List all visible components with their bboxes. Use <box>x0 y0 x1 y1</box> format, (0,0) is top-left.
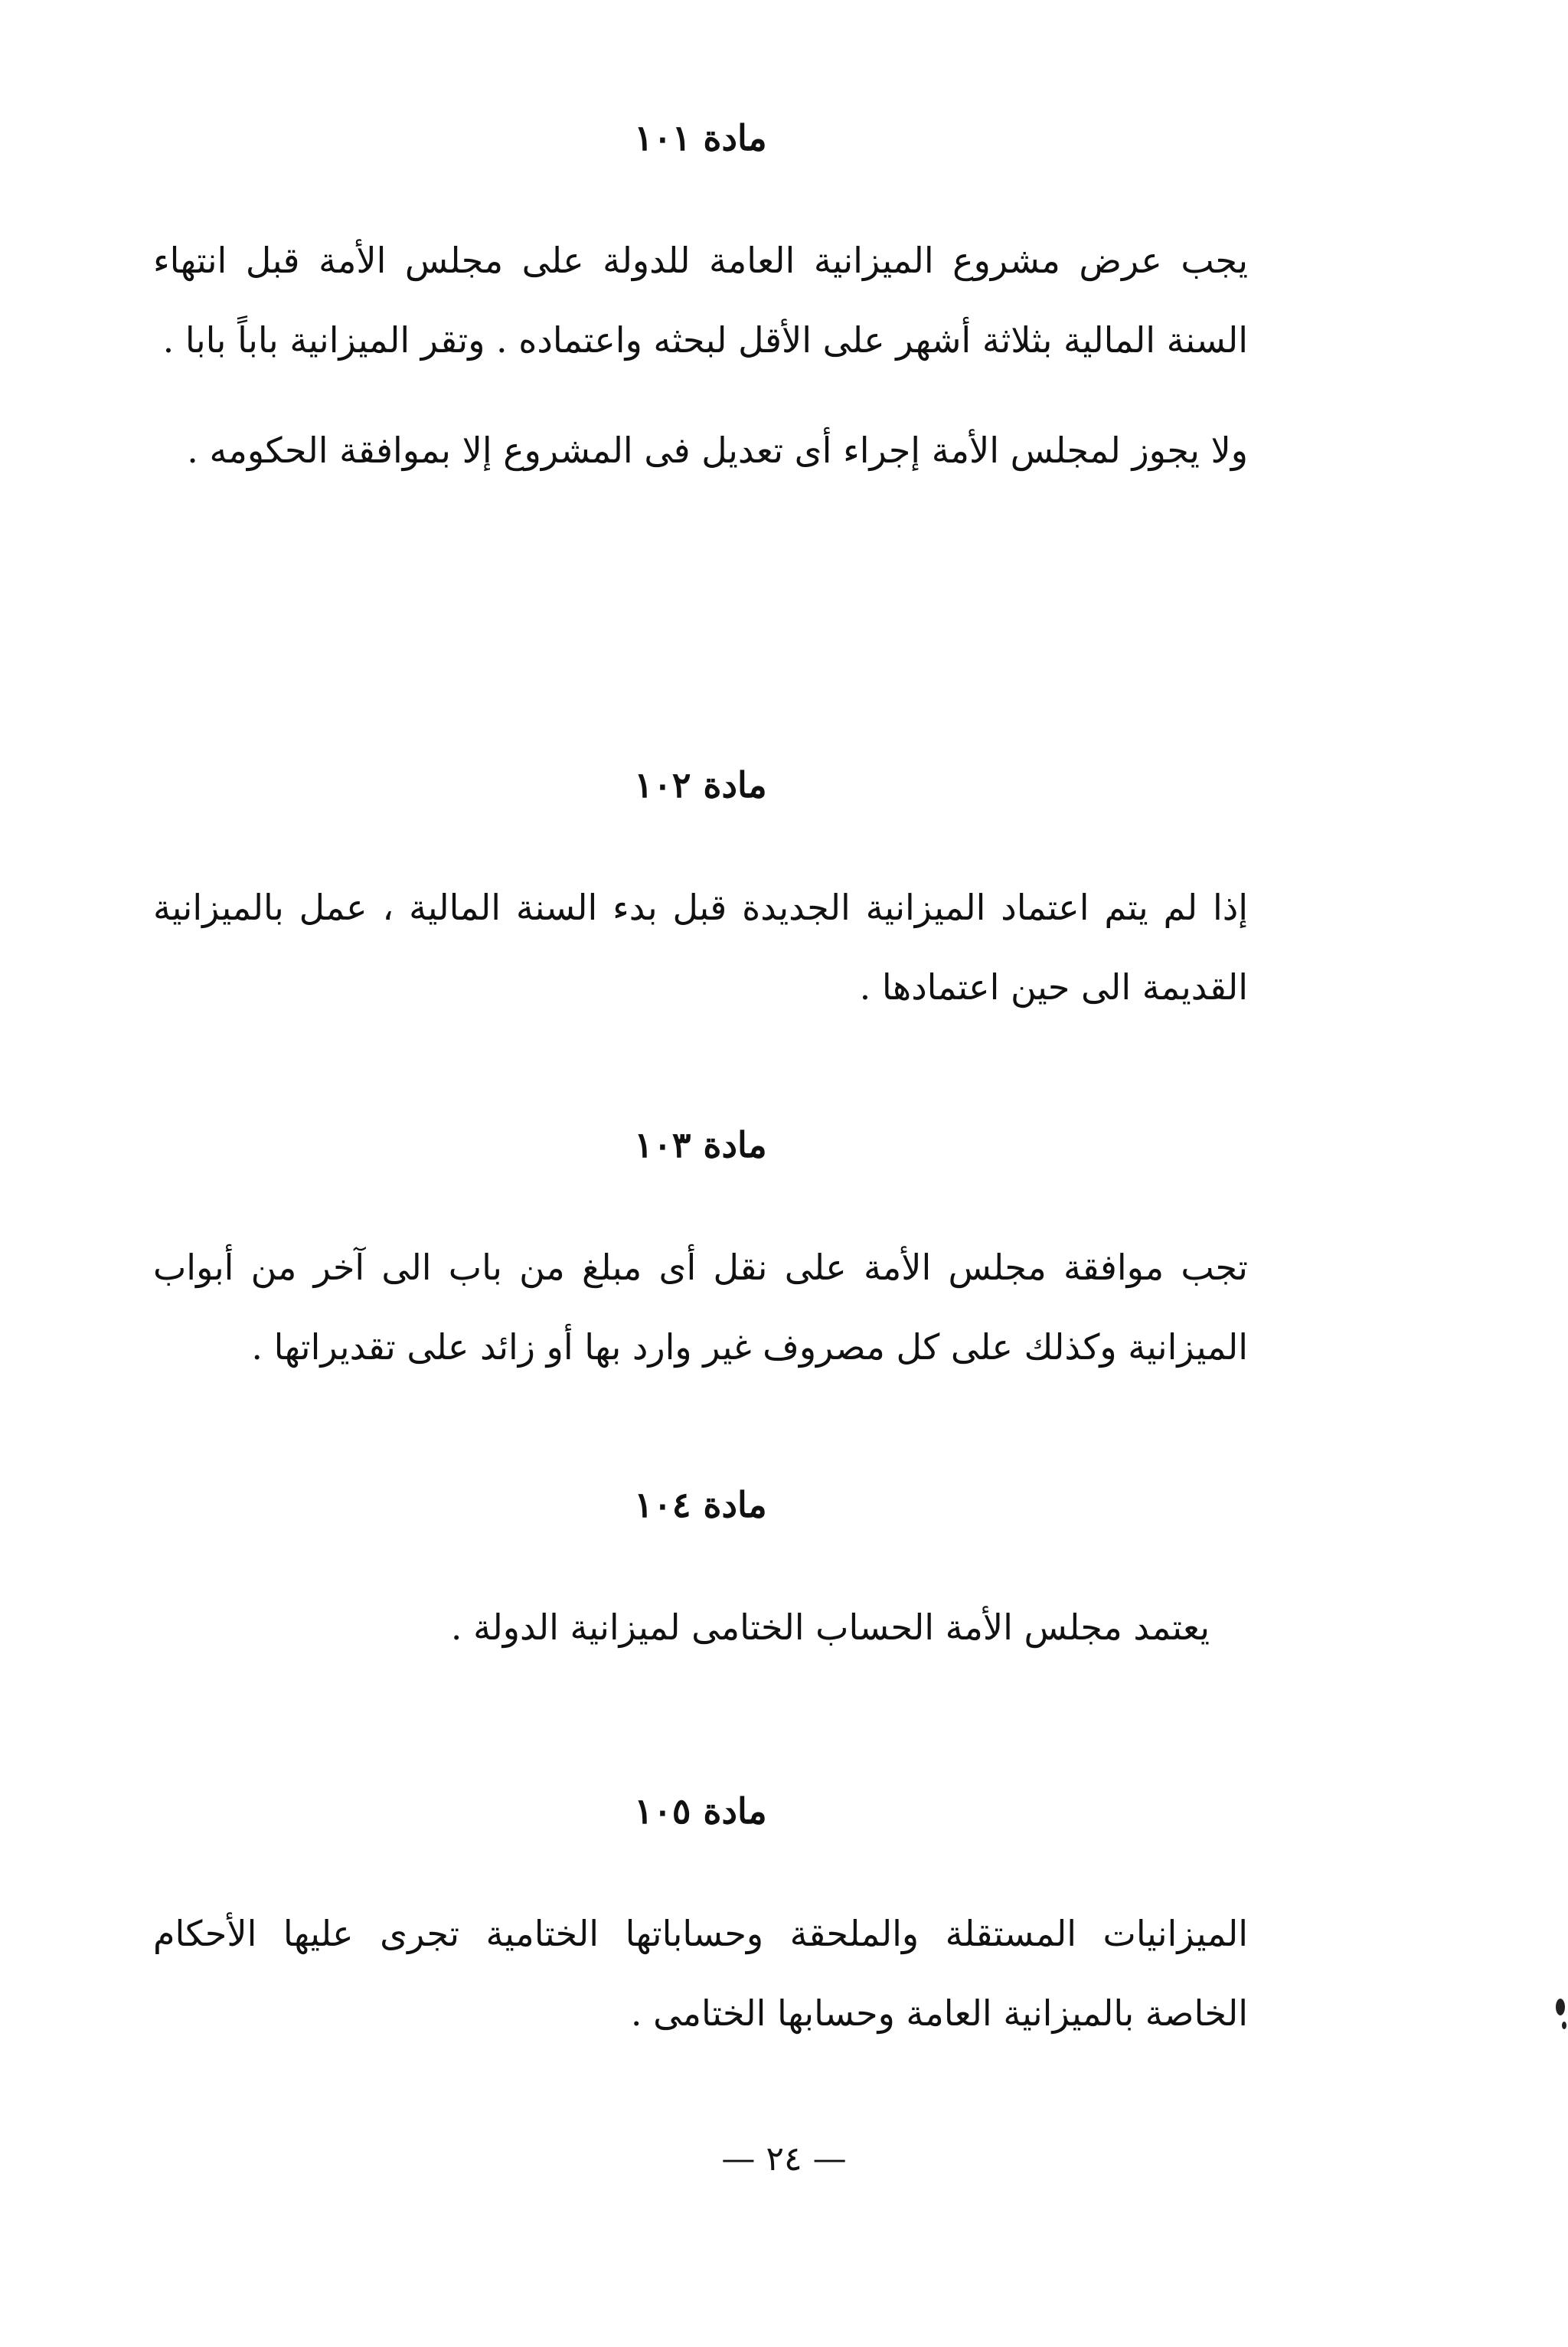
article-paragraph: تجب موافقة مجلس الأمة على نقل أى مبلغ من باب الى آخر من أبواب الميزانية وكذلك على كل مصروف غير وارد بها أو زائد على تقديراتها . <box>153 1247 1248 1368</box>
article-103 <box>153 1122 1248 1387</box>
article-paragraph: إذا لم يتم اعتماد الميزانية الجديدة قبل بدء السنة المالية ، عمل بالميزانية القديمة الى حين اعتمادها . <box>153 887 1248 1008</box>
article-101 <box>153 115 1248 490</box>
article-body <box>153 1587 1248 1667</box>
article-heading: مادة ١٠٤ <box>634 1484 767 1525</box>
article-body <box>153 1894 1248 2053</box>
article-heading: مادة ١٠٥ <box>634 1790 767 1832</box>
article-105 <box>153 1788 1248 2053</box>
article-body <box>153 868 1248 1027</box>
article-paragraph: يعتمد مجلس الأمة الحساب الختامى لميزانية الدولة . <box>450 1607 1210 1648</box>
article-heading: مادة ١٠١ <box>634 117 767 159</box>
article-104 <box>153 1482 1248 1667</box>
article-heading: مادة ١٠٢ <box>634 764 767 806</box>
scan-speck <box>1556 1999 1565 2015</box>
article-body <box>153 1227 1248 1387</box>
article-paragraph: يجب عرض مشروع الميزانية العامة للدولة على مجلس الأمة قبل انتهاء السنة المالية بثلاثة أشهر على الأقل لبحثه واعتماده . وتقر الميزانية باباً بابا . <box>153 240 1248 361</box>
scan-speck <box>1562 2022 1566 2029</box>
page-number: — ٢٤ — <box>721 2139 847 2179</box>
article-paragraph: الميزانيات المستقلة والملحقة وحساباتها الختامية تجرى عليها الأحكام الخاصة بالميزانية العامة وحسابها الختامى . <box>153 1913 1248 2034</box>
article-heading: مادة ١٠٣ <box>634 1124 767 1165</box>
article-body <box>153 221 1248 490</box>
article-paragraph: ولا يجوز لمجلس الأمة إجراء أى تعديل فى المشروع إلا بموافقة الحكومه . <box>187 430 1248 471</box>
article-102 <box>153 762 1248 1027</box>
